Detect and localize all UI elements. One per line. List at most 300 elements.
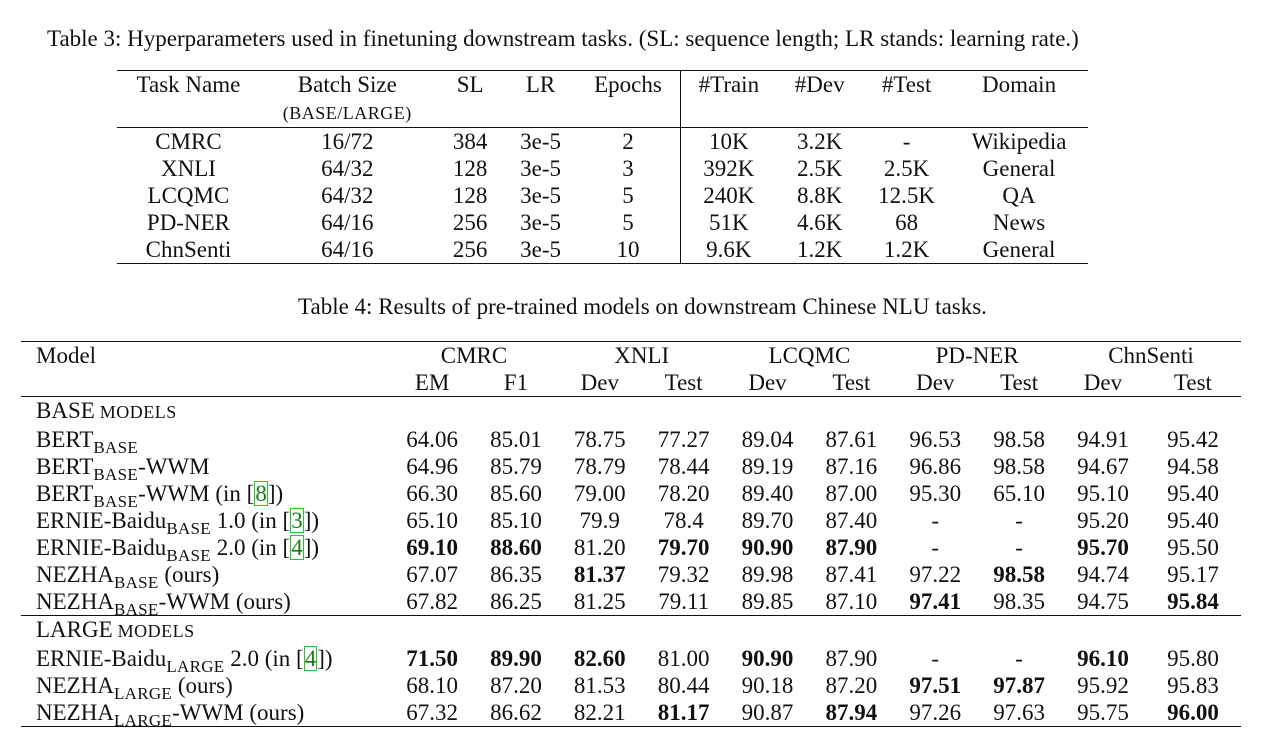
score-cell: [893, 534, 977, 561]
table3-cell: General: [982, 237, 1056, 262]
score-cell: [809, 534, 893, 561]
score-cell: [1145, 480, 1241, 507]
table3-subheader-cell: [260, 98, 435, 128]
model-row: [21, 453, 1241, 480]
section-label: [21, 397, 1241, 427]
model-name: [21, 453, 390, 484]
score-cell: [1061, 561, 1145, 588]
table3-cell: QA: [1002, 183, 1036, 208]
score-value: 98.58: [993, 454, 1045, 479]
table3-cell: 68: [895, 210, 919, 235]
best-score: 82.60: [573, 646, 626, 671]
score-cell: [977, 672, 1061, 699]
table3-cell: 51K: [709, 210, 749, 235]
model-suffix: -WWM (in [: [138, 481, 255, 506]
model-row: [21, 426, 1241, 453]
table3-cell: 384: [435, 128, 506, 156]
metric-header: Test: [832, 370, 871, 395]
score-cell: [1145, 426, 1241, 453]
score-cell: [1061, 645, 1145, 672]
section-label-main: LARGE: [36, 617, 113, 642]
table3-subheader-cell: [435, 98, 506, 128]
score-cell: [642, 561, 726, 588]
metric-header: Test: [664, 370, 703, 395]
score-value: 64.96: [406, 454, 458, 479]
score-value: 89.85: [741, 589, 794, 614]
score-value: 89.19: [741, 454, 794, 479]
score-cell: [809, 672, 893, 699]
score-cell: [474, 453, 558, 480]
best-score: 97.51: [909, 673, 962, 698]
model-base-name: BERT: [36, 481, 94, 506]
score-value: 87.61: [825, 427, 878, 452]
score-value: 96.86: [909, 454, 962, 479]
score-cell: [893, 672, 977, 699]
model-suffix-end: ]): [303, 508, 320, 533]
model-suffix: (ours): [158, 562, 220, 587]
score-value: 87.41: [825, 562, 878, 587]
score-value: 87.16: [825, 454, 878, 479]
score-cell: [390, 699, 474, 727]
score-cell: [977, 534, 1061, 561]
model-size-subscript: BASE: [113, 600, 159, 619]
score-cell: [642, 426, 726, 453]
score-value: 78.20: [657, 481, 710, 506]
score-cell: [726, 699, 810, 727]
best-score: 97.87: [993, 673, 1045, 698]
model-name: [21, 588, 390, 619]
model-header: Model: [36, 343, 97, 368]
model-size-subscript: BASE: [93, 465, 139, 484]
score-value: 81.00: [657, 646, 710, 671]
score-value: 78.75: [573, 427, 626, 452]
score-cell: [1145, 699, 1241, 727]
table3-cell: 392K: [703, 156, 755, 181]
score-cell: [1061, 507, 1145, 534]
score-cell: [558, 699, 642, 727]
table3-cell: 8.8K: [797, 183, 843, 208]
score-value: 78.44: [657, 454, 710, 479]
model-base-name: ERNIE-Baidu: [36, 646, 167, 671]
score-cell: [977, 699, 1061, 727]
model-base-name: ERNIE-Baidu: [36, 508, 167, 533]
score-cell: [1061, 699, 1145, 727]
score-value: 95.83: [1167, 673, 1219, 698]
model-row: [21, 645, 1241, 672]
table3-cell: PD-NER: [146, 210, 230, 235]
score-value: 95.42: [1167, 427, 1219, 452]
table3-cell: LCQMC: [147, 183, 230, 208]
table3-cell: 64/32: [321, 156, 374, 181]
model-name: [21, 561, 390, 592]
table3-cell: 64/32: [321, 183, 374, 208]
score-value: 95.40: [1167, 508, 1219, 533]
model-base-name: NEZHA: [36, 700, 114, 725]
task-group-header: ChnSenti: [1108, 343, 1194, 368]
model-size-subscript: LARGE: [166, 657, 225, 676]
score-value: 98.58: [993, 427, 1045, 452]
score-value: 95.30: [909, 481, 962, 506]
table3-header-cell: Batch Size: [297, 72, 397, 97]
score-cell: [1061, 480, 1145, 507]
best-score: 90.90: [741, 535, 794, 560]
score-cell: [642, 699, 726, 727]
score-value: 85.01: [490, 427, 542, 452]
score-value: 67.32: [406, 700, 458, 725]
model-row: [21, 507, 1241, 534]
score-cell: [726, 507, 810, 534]
score-value: 82.21: [573, 700, 626, 725]
score-value: 67.07: [406, 562, 458, 587]
score-cell: [1061, 426, 1145, 453]
model-suffix: 2.0 (in [: [224, 646, 304, 671]
table3-cell: 3: [576, 155, 681, 182]
model-name: [21, 507, 390, 538]
table3-cell: 4.6K: [797, 210, 843, 235]
table3-cell: 5: [576, 182, 681, 209]
score-cell: [390, 453, 474, 480]
score-cell: [809, 588, 893, 616]
table3-row: [117, 236, 1088, 264]
metric-header: Test: [1173, 370, 1212, 395]
model-suffix-end: ]): [317, 646, 333, 671]
table3-cell: 3.2K: [776, 128, 863, 156]
score-value: 68.10: [406, 673, 458, 698]
table3-cell: ChnSenti: [145, 237, 232, 262]
table3-cell: 16/72: [260, 128, 435, 156]
score-cell: [809, 561, 893, 588]
section-row: [21, 397, 1241, 427]
best-score: 79.70: [657, 535, 710, 560]
score-cell: [809, 645, 893, 672]
score-value: 90.87: [741, 700, 794, 725]
table3-cell: -: [863, 128, 950, 156]
score-value: 79.9: [579, 508, 620, 533]
model-suffix: -WWM (ours): [172, 700, 305, 725]
score-value: 67.82: [406, 589, 458, 614]
score-cell: [726, 672, 810, 699]
score-cell: [893, 588, 977, 616]
score-cell: [474, 672, 558, 699]
score-cell: [474, 507, 558, 534]
metric-header: Dev: [916, 370, 955, 395]
score-cell: [390, 480, 474, 507]
score-value: 97.26: [909, 700, 962, 725]
score-value: 96.53: [909, 427, 962, 452]
table3-header-cell: Task Name: [136, 72, 241, 97]
score-value: 97.63: [993, 700, 1045, 725]
best-score: 90.90: [741, 646, 794, 671]
table3-cell: News: [992, 210, 1046, 235]
task-group-header: LCQMC: [768, 343, 851, 368]
score-value: 87.90: [825, 646, 878, 671]
table3-cell: 3e-5: [520, 183, 561, 208]
batch-size-note: (BASE/LARGE): [282, 103, 412, 123]
best-score: 98.58: [993, 562, 1045, 587]
score-value: 86.35: [490, 562, 542, 587]
model-size-subscript: BASE: [166, 519, 211, 538]
table3-subheader-cell: [117, 98, 260, 128]
section-label-rest: MODELS: [94, 402, 177, 422]
model-base-name: ERNIE-Baidu: [36, 535, 167, 560]
table3-cell: 2.5K: [883, 156, 930, 181]
table3-header-cell: LR: [525, 72, 556, 97]
score-cell: [474, 426, 558, 453]
model-suffix: -WWM: [138, 454, 210, 479]
score-value: -: [931, 508, 940, 533]
best-score: 69.10: [406, 535, 458, 560]
score-cell: [1145, 588, 1241, 616]
model-row: [21, 588, 1241, 616]
score-cell: [809, 453, 893, 480]
table3-row: [117, 209, 1088, 236]
score-cell: [977, 480, 1061, 507]
model-name: [21, 672, 390, 703]
score-value: 79.11: [658, 589, 710, 614]
table3-cell: Wikipedia: [950, 128, 1088, 156]
score-cell: [809, 426, 893, 453]
score-cell: [726, 645, 810, 672]
task-group-header: CMRC: [440, 343, 508, 368]
best-score: 96.10: [1077, 646, 1129, 671]
score-value: 65.10: [406, 508, 458, 533]
score-cell: [642, 480, 726, 507]
table3-cell: 64/16: [321, 237, 374, 262]
score-cell: [390, 561, 474, 588]
score-value: 86.62: [490, 700, 542, 725]
score-value: 97.22: [909, 562, 962, 587]
score-cell: [977, 645, 1061, 672]
score-cell: [1061, 453, 1145, 480]
score-cell: [642, 507, 726, 534]
score-cell: [1145, 453, 1241, 480]
citation-link[interactable]: 3: [291, 508, 303, 533]
table3-cell: 9.6K: [706, 237, 752, 262]
table3-cell: 3e-5: [520, 156, 561, 181]
score-value: 86.25: [490, 589, 542, 614]
score-cell: [977, 588, 1061, 616]
table3-header-cell: #Train: [698, 72, 760, 97]
score-value: 89.70: [741, 508, 794, 533]
score-value: 80.44: [657, 673, 710, 698]
best-score: 71.50: [406, 646, 458, 671]
table3-caption: Table 3: Hyperparameters used in finetuning downstream tasks. (SL: sequence length; LR stands: learning rate.): [47, 26, 1079, 51]
score-value: 89.40: [741, 481, 794, 506]
score-value: 79.32: [657, 562, 710, 587]
best-score: 88.60: [490, 535, 542, 560]
section-label-rest: MODELS: [112, 621, 195, 641]
score-cell: [1145, 561, 1241, 588]
table4-subheader-row: [21, 369, 1241, 397]
model-name: [21, 534, 390, 565]
score-cell: [474, 534, 558, 561]
score-cell: [1061, 672, 1145, 699]
score-cell: [893, 426, 977, 453]
model-size-subscript: BASE: [93, 438, 139, 457]
score-value: 94.91: [1077, 427, 1129, 452]
table3-subheader-cell: [776, 98, 863, 128]
score-value: 81.25: [573, 589, 626, 614]
score-cell: [642, 645, 726, 672]
score-cell: [558, 561, 642, 588]
model-size-subscript: LARGE: [113, 711, 173, 730]
model-row: [21, 480, 1241, 507]
task-group-header: PD-NER: [935, 343, 1019, 368]
score-cell: [390, 534, 474, 561]
score-value: 95.75: [1077, 700, 1129, 725]
model-row: [21, 561, 1241, 588]
score-value: 94.74: [1077, 562, 1129, 587]
score-value: 90.18: [741, 673, 794, 698]
score-value: 85.60: [490, 481, 542, 506]
table3-header-cell: SL: [456, 72, 484, 97]
score-cell: [390, 588, 474, 616]
model-suffix: 2.0 (in [: [210, 535, 291, 560]
table3-subheader-cell: [506, 98, 576, 128]
score-value: 78.79: [573, 454, 626, 479]
score-value: 77.27: [657, 427, 710, 452]
score-cell: [726, 561, 810, 588]
score-cell: [726, 534, 810, 561]
score-cell: [726, 480, 810, 507]
table3-cell: 3e-5: [506, 128, 576, 156]
citation-link[interactable]: 8: [255, 481, 267, 506]
model-base-name: NEZHA: [36, 562, 114, 587]
score-cell: [558, 534, 642, 561]
score-cell: [893, 561, 977, 588]
score-cell: [893, 507, 977, 534]
score-cell: [893, 645, 977, 672]
best-score: 87.94: [825, 700, 878, 725]
score-value: -: [931, 646, 940, 671]
score-value: 87.20: [825, 673, 878, 698]
model-suffix: 1.0 (in [: [210, 508, 291, 533]
best-score: 87.90: [825, 535, 878, 560]
table3-cell: CMRC: [117, 128, 260, 156]
score-cell: [977, 561, 1061, 588]
score-value: -: [1015, 508, 1023, 533]
score-cell: [474, 699, 558, 727]
model-suffix-end: ]): [267, 481, 284, 506]
score-cell: [726, 426, 810, 453]
best-score: 89.90: [490, 646, 542, 671]
metric-header: Dev: [1083, 370, 1123, 395]
table3-cell: 1.2K: [797, 237, 843, 262]
table3-row: [117, 128, 1088, 156]
best-score: 81.17: [657, 700, 710, 725]
table3-cell: 2: [576, 128, 681, 156]
hyperparameter-table: [117, 70, 1088, 264]
table3-header-row: [117, 71, 1088, 99]
table3-header-cell: #Dev: [794, 72, 845, 97]
score-value: 89.04: [741, 427, 794, 452]
score-cell: [726, 588, 810, 616]
score-cell: [1145, 645, 1241, 672]
table4-group-row: [21, 342, 1241, 370]
score-value: 95.17: [1167, 562, 1219, 587]
table3-cell: 1.2K: [883, 237, 930, 262]
table3-cell: 256: [452, 210, 488, 235]
score-cell: [558, 507, 642, 534]
score-cell: [642, 672, 726, 699]
score-cell: [474, 480, 558, 507]
model-base-name: NEZHA: [36, 673, 114, 698]
score-cell: [390, 426, 474, 453]
metric-header: Dev: [580, 370, 619, 395]
citation-link[interactable]: 4: [304, 646, 317, 671]
model-size-subscript: BASE: [166, 546, 211, 565]
score-cell: [642, 453, 726, 480]
best-score: 95.84: [1167, 589, 1219, 614]
table3-subheader-cell: [950, 98, 1088, 128]
score-value: 87.20: [490, 673, 542, 698]
table3-subheader-row: [117, 98, 1088, 128]
score-value: 81.20: [573, 535, 626, 560]
section-label-main: BASE: [36, 398, 95, 423]
score-cell: [558, 453, 642, 480]
section-label: [21, 616, 1241, 646]
score-cell: [558, 480, 642, 507]
model-name: [21, 480, 390, 511]
table3-cell: General: [982, 156, 1056, 181]
score-cell: [474, 588, 558, 616]
metric-header: Test: [1000, 370, 1039, 395]
model-suffix-end: ]): [303, 535, 320, 560]
table3-cell: 5: [576, 209, 681, 236]
metric-header: F1: [503, 370, 529, 395]
score-value: 89.98: [741, 562, 794, 587]
score-cell: [390, 645, 474, 672]
score-value: -: [1015, 646, 1023, 671]
score-cell: [390, 672, 474, 699]
table3-cell: 12.5K: [878, 183, 936, 208]
score-cell: [474, 561, 558, 588]
table4-caption: Table 4: Results of pre-trained models on downstream Chinese NLU tasks.: [298, 294, 987, 319]
score-cell: [726, 453, 810, 480]
score-cell: [558, 672, 642, 699]
score-value: 95.20: [1077, 508, 1129, 533]
model-name: [21, 699, 390, 730]
model-suffix: (ours): [172, 673, 233, 698]
score-cell: [893, 453, 977, 480]
score-value: 95.40: [1167, 481, 1219, 506]
score-value: 94.75: [1077, 589, 1129, 614]
best-score: 97.41: [909, 589, 962, 614]
score-cell: [1145, 534, 1241, 561]
score-value: 95.50: [1167, 535, 1219, 560]
score-value: 98.35: [993, 589, 1045, 614]
table3-row: [117, 182, 1088, 209]
table3-header-cell: Domain: [981, 72, 1057, 97]
score-value: 87.40: [825, 508, 878, 533]
table3-cell: 2.5K: [797, 156, 843, 181]
results-table: [21, 341, 1241, 730]
score-value: 87.10: [825, 589, 878, 614]
table3-cell: 128: [452, 156, 488, 181]
score-cell: [809, 480, 893, 507]
score-cell: [558, 426, 642, 453]
score-value: 66.30: [406, 481, 458, 506]
table3-cell: 3e-5: [520, 237, 561, 262]
score-cell: [474, 645, 558, 672]
table3-cell: 128: [452, 183, 488, 208]
model-name: [21, 426, 390, 457]
citation-link[interactable]: 4: [291, 535, 303, 560]
score-value: 95.92: [1077, 673, 1129, 698]
subheader-spacer: [21, 369, 390, 397]
table3-cell: 10K: [681, 128, 776, 156]
model-size-subscript: BASE: [113, 573, 159, 592]
